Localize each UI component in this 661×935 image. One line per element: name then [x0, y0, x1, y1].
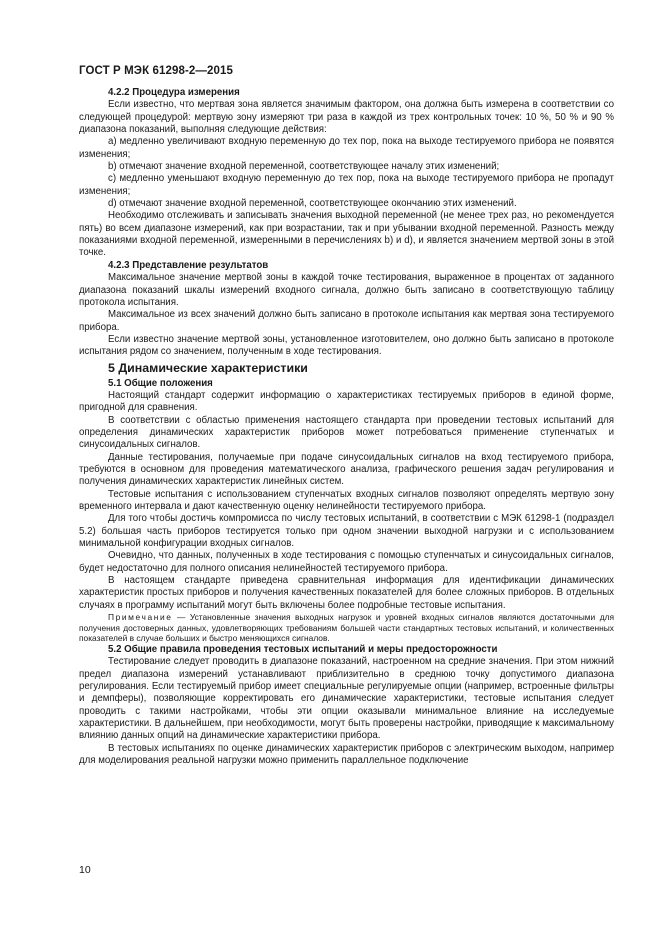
note-label: Примечание: [108, 612, 173, 623]
note-paragraph: [79, 612, 614, 644]
subsection-heading: 4.2.3 Представление результатов: [108, 259, 269, 271]
body-paragraph: Данные тестирования, получаемые при подаче синусоидальных сигналов на вход тестируемого прибора, требуются в основном для проведения математического анализа, графического решения задач регулирования и получения динамических характеристик линейных систем.: [79, 451, 614, 488]
body-paragraph: Если известно значение мертвой зоны, установленное изготовителем, оно должно быть записано в протоколе испытания рядом со значением, полученным в ходе тестирования.: [79, 333, 614, 358]
body-paragraph: b) отмечают значение входной переменной, соответствующее началу этих изменений;: [108, 161, 500, 173]
body-paragraph: В соответствии с областью применения настоящего стандарта при проведении тестовых испытаний для определения динамических характеристик приборов может потребоваться применение ступенчатых и синусоидальных сигналов.: [79, 414, 614, 451]
section-heading: 5 Динамические характеристики: [108, 360, 308, 375]
note-text: — Установленные значения выходных нагрузок и уровней входных сигналов являются достаточными для получения достоверных данных, удовлетворяющих требованиям большей части стандартных тестовых испытаний, и количественных показателей в случае больших и быстро меняющихся сигналов.: [79, 612, 614, 644]
standard-header: ГОСТ Р МЭК 61298-2—2015: [79, 65, 233, 77]
body-paragraph: Настоящий стандарт содержит информацию о характеристиках тестируемых приборов в единой форме, пригодной для сравнения.: [79, 389, 614, 414]
body-paragraph: В настоящем стандарте приведена сравнительная информация для идентификации динамических характеристик простых приборов и получения качественных показателей для более сложных приборов. В отдельных случаях в программу испытаний могут быть включены более подробные тестовые испытания.: [79, 575, 614, 611]
document-body: [79, 87, 614, 767]
body-paragraph: a) медленно увеличивают входную переменную до тех пор, пока на выходе тестируемого прибора не появятся изменения;: [79, 136, 614, 160]
body-paragraph: c) медленно уменьшают входную переменную до тех пор, пока на выходе тестируемого прибора не пропадут изменения;: [79, 173, 614, 197]
subsection-heading: 5.2 Общие правила проведения тестовых испытаний и меры предосторожности: [108, 643, 498, 655]
body-paragraph: Максимальное из всех значений должно быть записано в протоколе испытания как мертвая зона тестируемого прибора.: [79, 309, 614, 333]
subsection-heading: 5.1 Общие положения: [108, 377, 213, 389]
page-number: 10: [79, 864, 91, 876]
body-paragraph: Если известно, что мертвая зона является значимым фактором, она должна быть измерена в соответствии со следующей процедурой: мертвую зону измеряют три раза в каждой из трех контрольных точек: 10 %, 50 % и 90 % диапазона показаний, выполняя следующие действия:: [79, 99, 614, 136]
body-paragraph: Очевидно, что данных, полученных в ходе тестирования с помощью ступенчатых и синусоидальных сигналов, будет недостаточно для полного описания нелинейностей тестируемого прибора.: [79, 550, 614, 574]
body-paragraph: Необходимо отслеживать и записывать значения выходной переменной (не менее трех раз, но рекомендуется пять) во всем диапазоне измерений, как при возрастании, так и при убывании входной переменной. Разность между показаниями входной переменной, измеренными в перечислениях b) и d), и является значением мертвой зоны в этой точке.: [79, 210, 614, 259]
subsection-heading: 4.2.2 Процедура измерения: [108, 87, 240, 98]
body-paragraph: Максимальное значение мертвой зоны в каждой точке тестирования, выраженное в процентах от заданного диапазона показаний шкалы измерений входного сигнала, должно быть записано в соответствующую таблицу протокола испытания.: [79, 272, 614, 308]
body-paragraph: Для того чтобы достичь компромисса по числу тестовых испытаний, в соответствии с МЭК 61298-1 (подраздел 5.2) большая часть приборов тестируется только при одном значении выходной нагрузки и с использованием минимальной конфигурации входных сигналов.: [79, 513, 614, 550]
body-paragraph: Тестовые испытания с использованием ступенчатых входных сигналов позволяют определять мертвую зону временного интервала и дают качественную оценку нелинейности тестируемого прибора.: [79, 488, 614, 512]
body-paragraph: В тестовых испытаниях по оценке динамических характеристик приборов с электрическим выходом, например для моделирования реальной нагрузки можно применить параллельное подключение: [79, 742, 614, 766]
body-paragraph: Тестирование следует проводить в диапазоне показаний, настроенном на средние значения. При этом нижний предел диапазона измерений устанавливают приблизительно в среднюю точку допустимого диапазона регулирования. Если тестируемый прибор имеет специальные регулируемые опции (например, встроенные фильтры и демпферы), позволяющие корректировать его динамические характеристики, тестовые испытания следует проводить с такими настройками, чтобы эти опции оказывали минимальное влияние на исследуемые характеристики. В дальнейшем, при необходимости, могут быть проверены настройки, приводящие к максимальному влиянию данных опций на динамические характеристики прибора.: [79, 656, 614, 742]
body-paragraph: d) отмечают значение входной переменной, соответствующее окончанию этих изменений.: [108, 198, 517, 210]
